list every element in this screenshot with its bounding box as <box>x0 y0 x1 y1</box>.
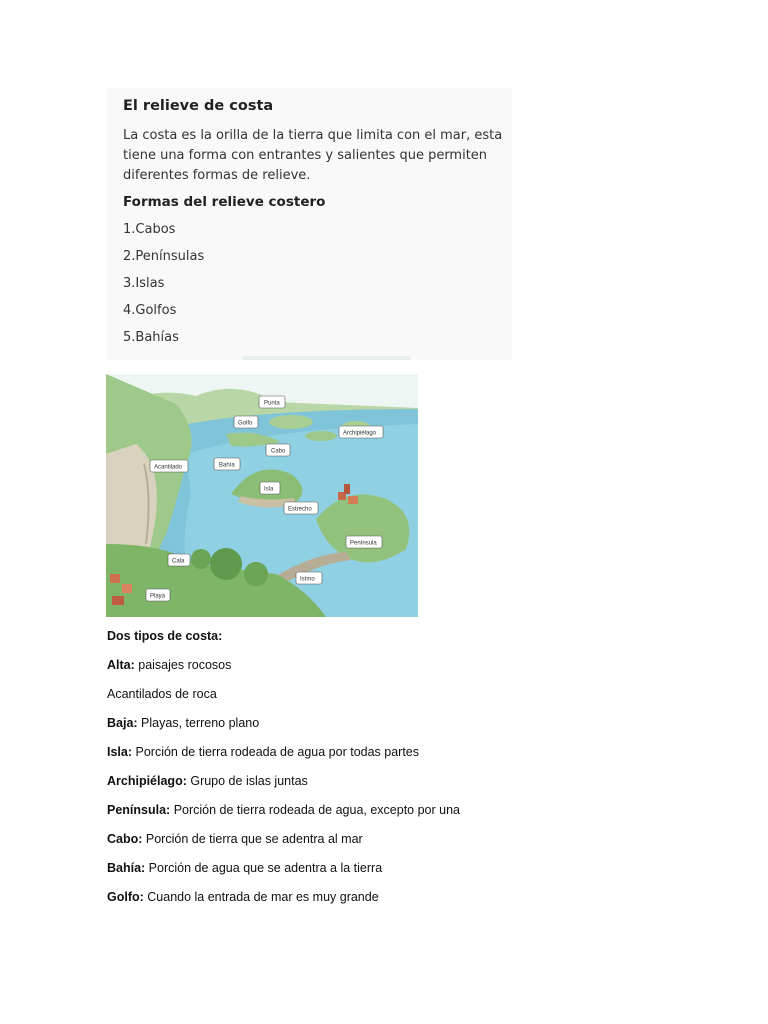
label-peninsula <box>346 536 382 548</box>
label-acantilado <box>150 460 188 472</box>
panel-title: El relieve de costa <box>123 98 274 114</box>
note-entry: Golfo: Cuando la entrada de mar es muy grande <box>107 890 379 904</box>
note-entry: Alta: paisajes rocosos <box>107 658 232 672</box>
relief-forms-list <box>123 222 204 357</box>
svg-text:Archipiélago: Archipiélago <box>343 430 377 437</box>
label-bahia <box>214 458 240 470</box>
note-entry: Baja: Playas, terreno plano <box>107 716 260 730</box>
svg-text:Playa: Playa <box>150 593 166 600</box>
note-entry: Acantilados de roca <box>107 687 217 701</box>
label-isla <box>260 482 280 494</box>
svg-text:Istmo: Istmo <box>300 576 315 583</box>
svg-text:Cabo: Cabo <box>271 448 286 455</box>
note-entry: Isla: Porción de tierra rodeada de agua por todas partes <box>107 745 420 759</box>
svg-text:Península: Península <box>350 540 377 547</box>
divider <box>243 356 410 360</box>
label-golfo <box>234 416 258 428</box>
label-archipielago <box>339 426 383 438</box>
coastal-relief-illustration <box>106 374 418 617</box>
panel-subtitle: Formas del relieve costero <box>123 194 326 210</box>
label-istmo <box>296 572 322 584</box>
list-item: 4.Golfos <box>123 303 177 318</box>
label-cabo <box>266 444 290 456</box>
label-estrecho <box>284 502 318 514</box>
svg-text:Cala: Cala <box>172 558 185 565</box>
label-cala <box>168 554 190 566</box>
list-item: 3.Islas <box>123 276 165 291</box>
svg-text:Punta: Punta <box>264 400 280 407</box>
note-entry: Península: Porción de tierra rodeada de agua, excepto por una <box>107 803 461 817</box>
label-punta <box>259 396 285 408</box>
notes-section <box>107 627 727 917</box>
coast-relief-panel <box>106 88 512 360</box>
svg-text:Acantilado: Acantilado <box>154 464 183 471</box>
panel-intro: La costa es la orilla de la tierra que limita con el mar, esta tiene una forma con entrantes y salientes que permiten diferentes formas de relieve. <box>123 128 503 183</box>
list-item: 5.Bahías <box>123 330 179 345</box>
note-entry: Archipiélago: Grupo de islas juntas <box>107 774 308 788</box>
svg-text:Estrecho: Estrecho <box>288 506 312 513</box>
note-entry: Cabo: Porción de tierra que se adentra al mar <box>107 832 363 846</box>
svg-text:Bahía: Bahía <box>219 462 235 469</box>
notes-heading: Dos tipos de costa: <box>107 629 223 643</box>
list-item: 2.Penínsulas <box>123 249 205 264</box>
svg-text:Isla: Isla <box>264 486 274 493</box>
label-playa <box>146 589 170 601</box>
list-item: 1.Cabos <box>123 222 176 237</box>
note-entry: Bahía: Porción de agua que se adentra a la tierra <box>107 861 383 875</box>
svg-text:Golfo: Golfo <box>238 420 253 427</box>
